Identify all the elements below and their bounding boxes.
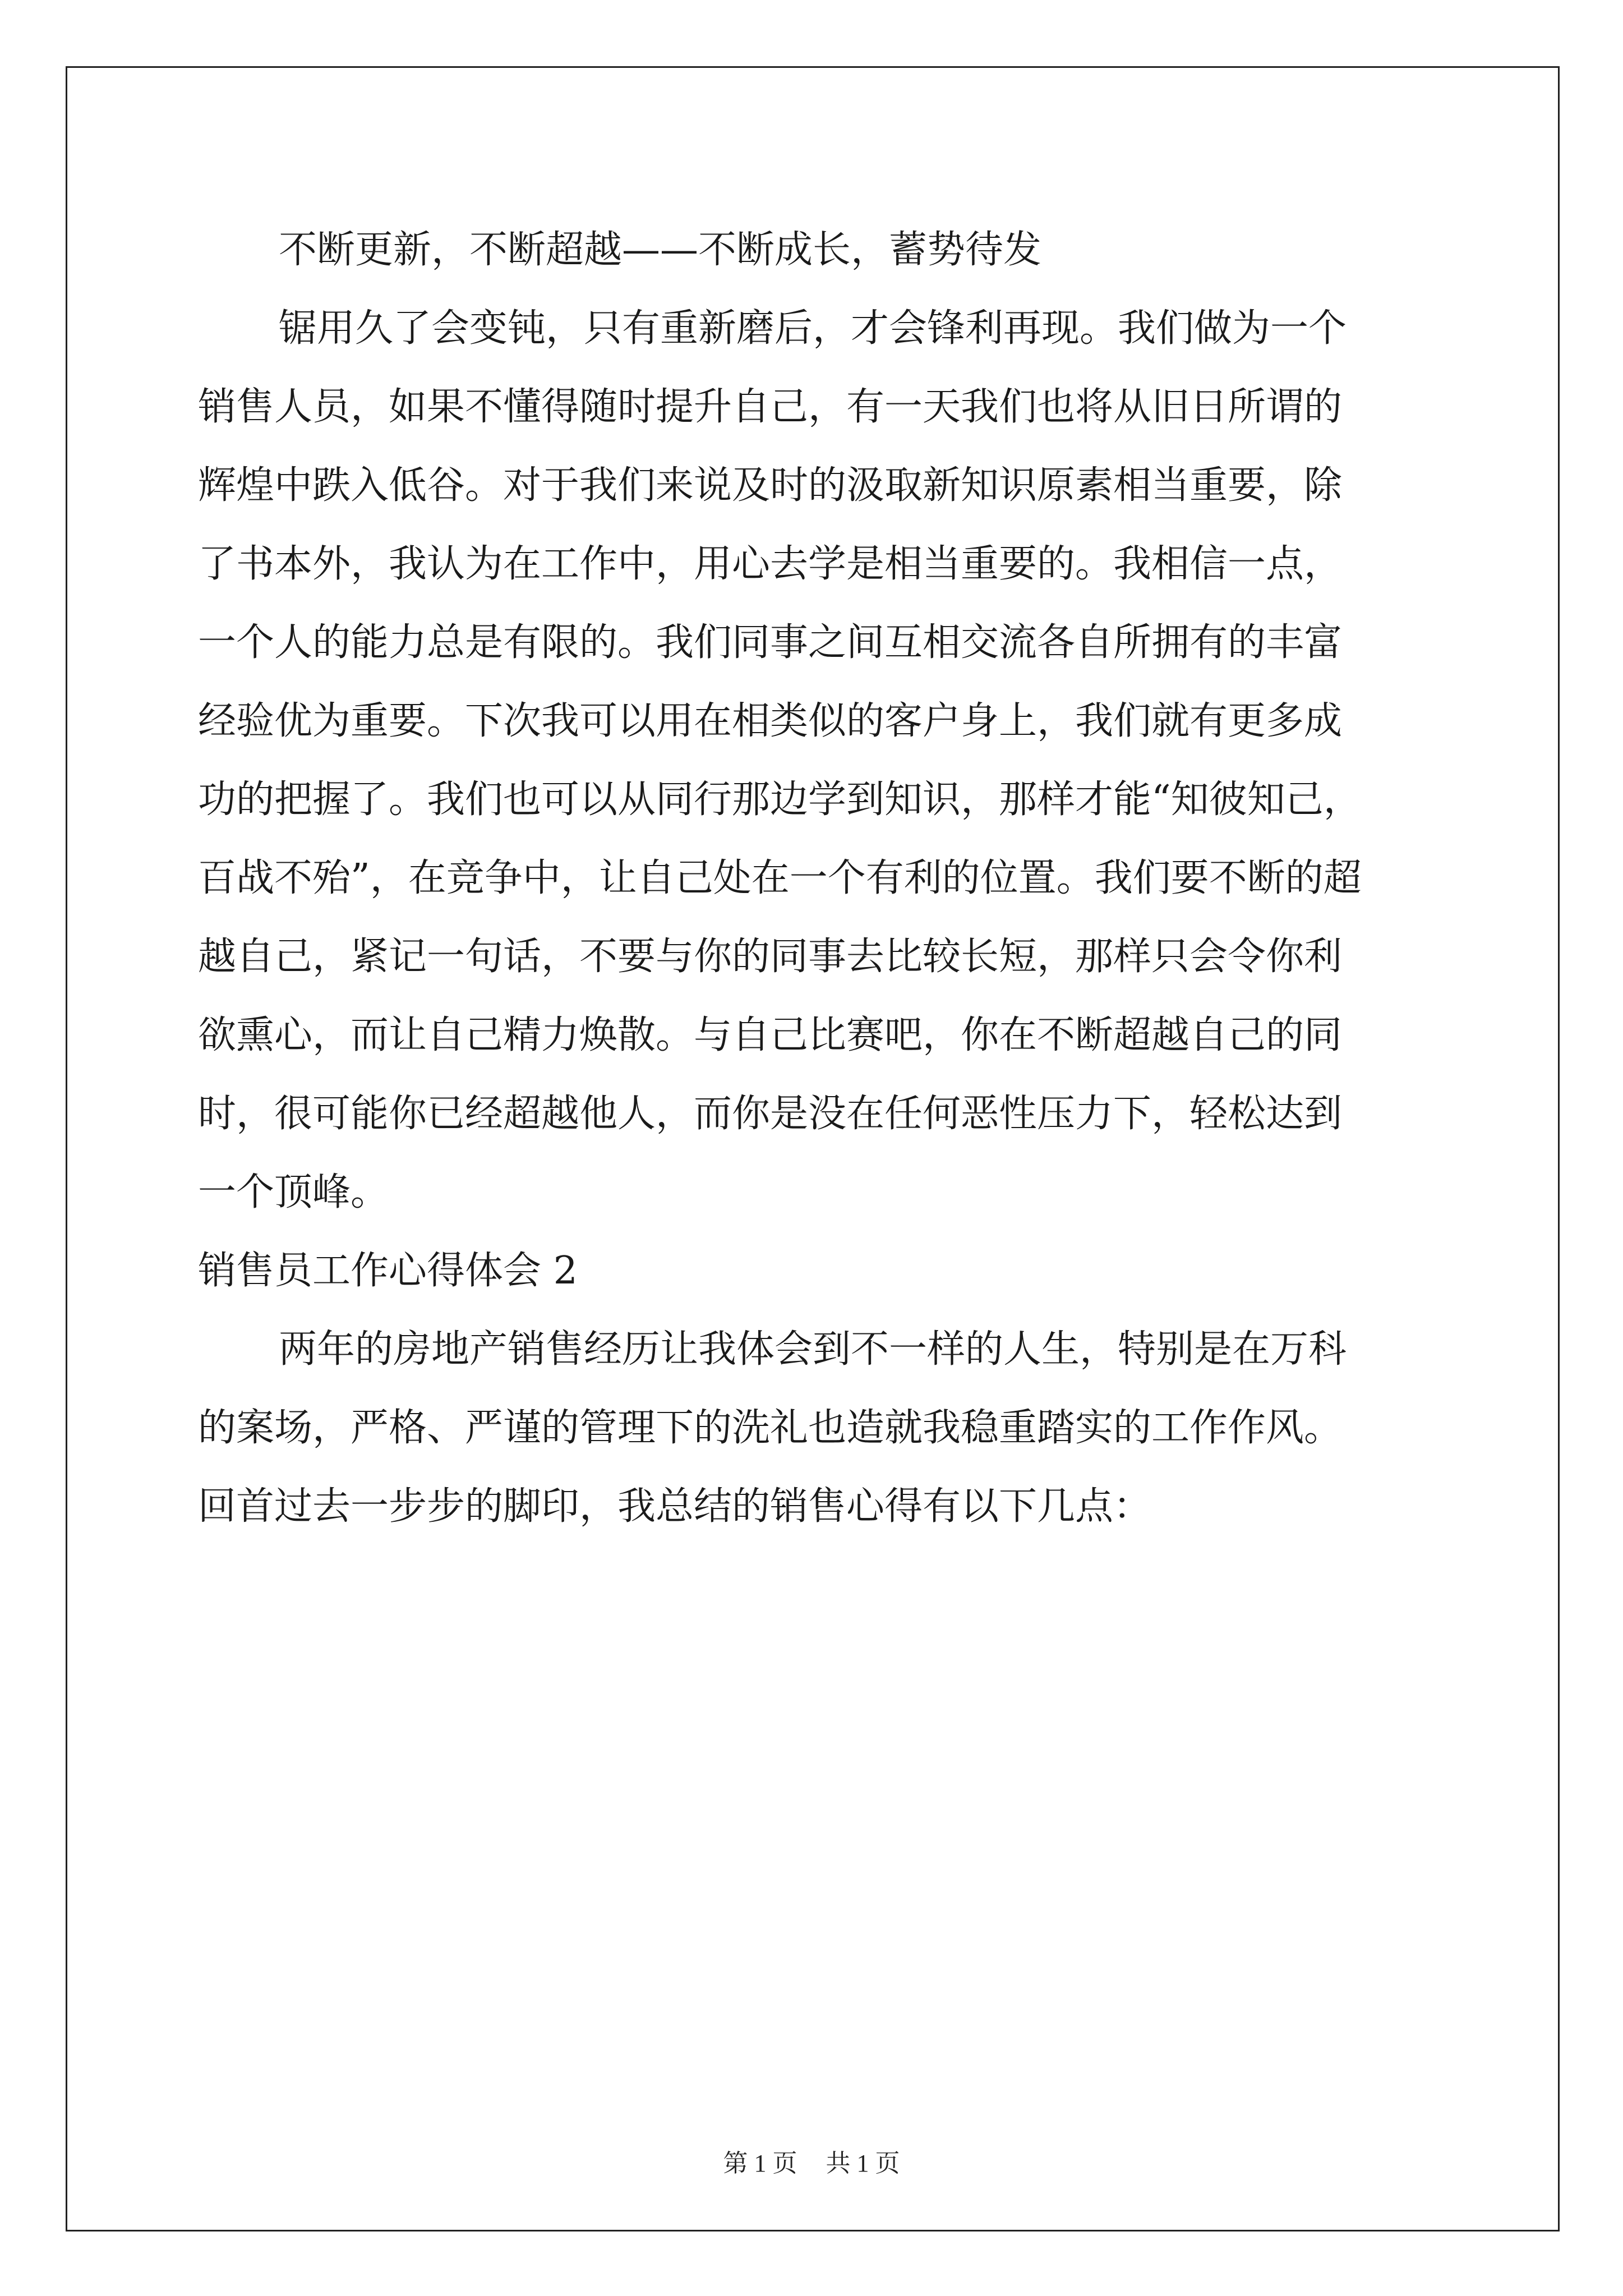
- paragraph-line: 经验优为重要。下次我可以用在相类似的客户身上，我们就有更多成: [198, 699, 1343, 743]
- page-footer: [0, 2143, 1623, 2179]
- paragraph-line: 两年的房地产销售经历让我体会到不一样的人生，特别是在万科: [279, 1327, 1347, 1372]
- paragraph-line: 辉煌中跌入低谷。对于我们来说及时的汲取新知识原素相当重要，除: [198, 463, 1343, 508]
- page-number: 第 1 页: [723, 2150, 797, 2177]
- paragraph-1: [198, 289, 1426, 1232]
- paragraph-line: 回首过去一步步的脚印，我总结的销售心得有以下几点：: [198, 1484, 1152, 1529]
- paragraph-line: 功的把握了。我们也可以从同行那边学到知识，那样才能“知彼知己，: [198, 777, 1362, 822]
- paragraph-line: 锯用久了会变钝，只有重新磨后，才会锋利再现。我们做为一个: [279, 306, 1347, 351]
- section-title: 销售员工作心得体会 2: [198, 1249, 578, 1293]
- section-heading: 不断更新，不断超越——不断成长，蓄势待发: [279, 228, 1042, 272]
- paragraph-2: [198, 1310, 1426, 1546]
- paragraph-line: 百战不殆”，在竞争中，让自己处在一个有利的位置。我们要不断的超: [198, 856, 1362, 900]
- paragraph-line: 了书本外，我认为在工作中，用心去学是相当重要的。我相信一点，: [198, 542, 1343, 586]
- paragraph-line: 销售人员，如果不懂得随时提升自己，有一天我们也将从旧日所谓的: [198, 385, 1343, 429]
- paragraph-line: 一个人的能力总是有限的。我们同事之间互相交流各自所拥有的丰富: [198, 620, 1343, 665]
- paragraph-line: 时，很可能你已经超越他人，而你是没在任何恶性压力下，轻松达到: [198, 1092, 1343, 1136]
- paragraph-line: 欲熏心，而让自己精力焕散。与自己比赛吧，你在不断超越自己的同: [198, 1013, 1343, 1057]
- paragraph-line: 越自己，紧记一句话，不要与你的同事去比较长短，那样只会令你利: [198, 935, 1343, 979]
- paragraph-line: 的案场，严格、严谨的管理下的洗礼也造就我稳重踏实的工作作风。: [198, 1406, 1343, 1450]
- page-total: 共 1 页: [826, 2150, 900, 2177]
- paragraph-line: 一个顶峰。: [198, 1170, 389, 1214]
- document-body: [198, 211, 1426, 1546]
